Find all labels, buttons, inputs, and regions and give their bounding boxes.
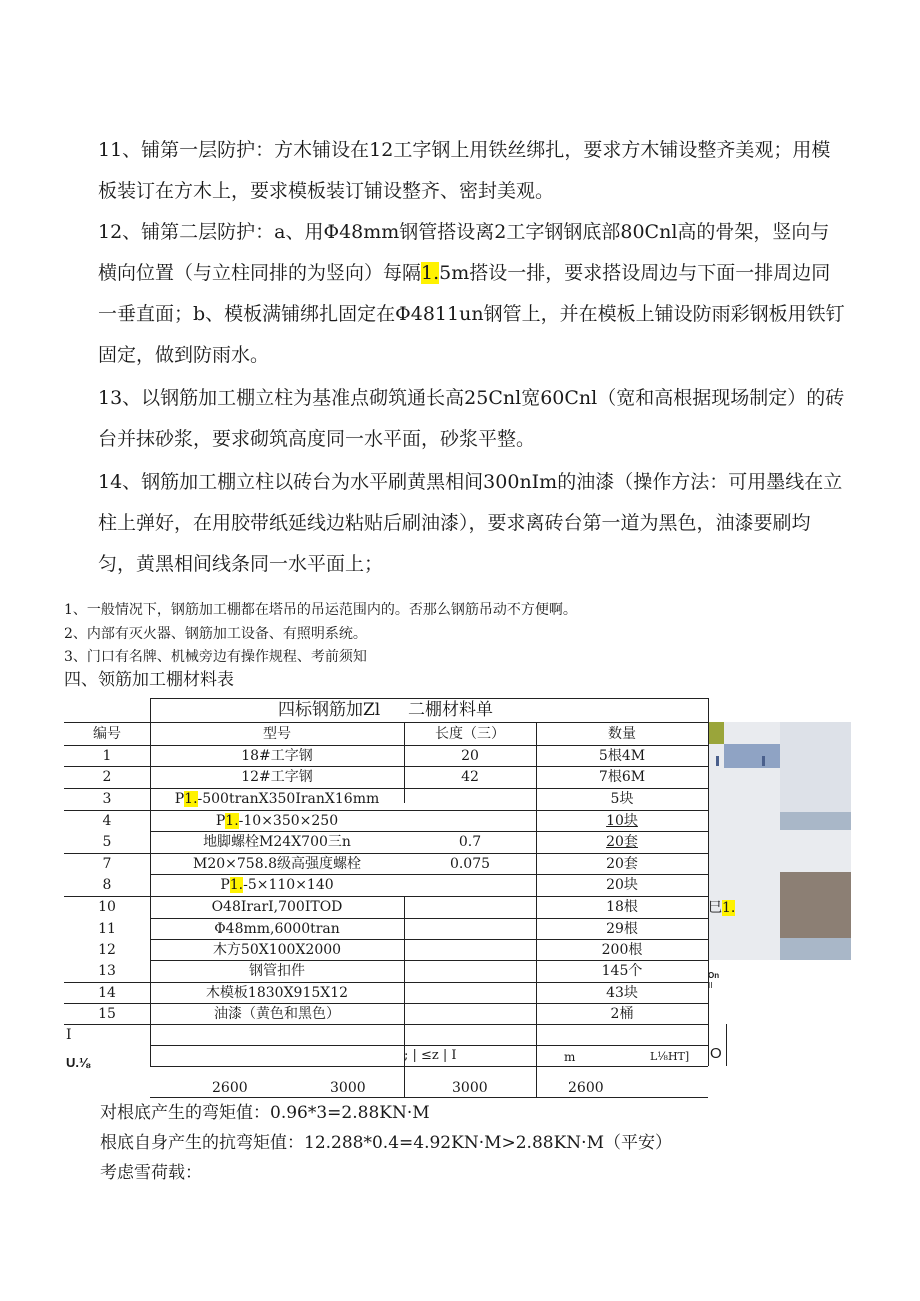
row-model: Φ48mm,6000tran [214,921,340,937]
dimension-label: 2600 [568,1080,604,1096]
blue-swatch [724,744,780,768]
table-col-line [404,896,405,1097]
highlight-mark: 1. [229,877,244,893]
row-quantity: 5块 [610,791,634,807]
note-3: 3、门口有名牌、机械旁边有操作规程、考前须知 [64,649,367,665]
paragraph-12-part-a: 12、铺第二层防护：a、用Φ48mm钢管搭设离2工字钢钢底部80Cnl高的骨架，竖向与横向位置（与立柱同排的为竖向）每隔 [98,221,830,284]
highlight-mark: 1. [184,791,198,807]
row-model [150,875,404,895]
table-top-border [150,698,708,699]
side-mark-ii: II [708,981,713,990]
row-model: O48IrarI,700ITOD [211,899,343,915]
row-quantity: 29根 [606,921,638,937]
row-quantity: 18根 [606,899,638,915]
row-number: 8 [102,877,112,893]
row-number: 14 [98,985,116,1001]
paragraph-12 [98,212,846,376]
row-quantity: 43块 [606,985,638,1001]
row-quantity: 200根 [601,942,643,958]
calc-line-1: 对根底产生的弯矩值：0.96*3=2.88KN·M [100,1103,430,1123]
lower-mid-text: ; | ≤z | I [404,1048,457,1063]
model-prefix: P [220,877,230,893]
header-number: 编号 [93,726,121,742]
row-model: 12#工字钢 [241,769,313,785]
row-model: 油漆（黄色和黑色） [214,1006,340,1022]
row-number: 3 [102,791,112,807]
row-number: 13 [98,963,116,979]
paragraph-11: 11、铺第一层防护：方木铺设在12工字钢上用铁丝绑扎，要求方木铺设整齐美观；用模板装订在方木上，要求模板装订铺设整齐、密封美观。 [98,139,831,202]
row-model: 钢管扣件 [249,963,305,979]
section-title: 四、领筋加工棚材料表 [64,670,234,690]
row-quantity: 7根6M [598,769,646,785]
light-swatch [780,722,851,812]
calc-line-2: 根底自身产生的抗弯矩值：12.288*0.4=4.92KN·M>2.88KN·M（平安） [100,1133,672,1153]
model-suffix: -10×350×250 [238,813,339,829]
row-model: 木方50X100X2000 [212,942,342,958]
lower-right-text: L⅛HT] [650,1050,690,1063]
tick-mark-left [716,756,719,766]
paragraph-14: 14、钢筋加工棚立柱以砖台为水平刷黄黑相间300nIm的油漆（操作方法：可用墨线在立柱上弹好，在用胶带纸延线边粘贴后刷油漆），要求离砖台第一道为黑色，油漆要刷均匀，黄黑相间线条同一水平面上； [98,471,843,575]
row-length: 0.7 [458,834,482,850]
circle-mark: O [710,1045,722,1062]
row-quantity: 145个 [601,963,643,979]
row-model [150,811,404,831]
side-mark-char: 巳 [708,900,722,916]
brown-swatch [780,872,851,938]
u-label: U.⅛ [66,1055,90,1070]
lower-m-text: m [564,1050,576,1064]
row-model [150,789,404,809]
row-model: 木模板1830X915X12 [205,985,349,1001]
header-length: 长度（三） [435,726,505,742]
note-1: 1、一般情况下，钢筋加工棚都在塔吊的吊运范围内的。否那么钢筋吊动不方便啊。 [64,602,577,618]
row-quantity: 5根4M [598,748,646,764]
side-mark-on: On [708,971,720,980]
row-quantity: 20套 [606,834,638,850]
table-header-top [64,722,708,723]
side-mark [708,898,735,918]
highlight-mark: 1. [722,900,736,916]
tick-mark-right [762,756,765,766]
row-quantity: 10块 [606,813,638,829]
row-quantity: 2桶 [610,1006,634,1022]
table-col-line [708,698,709,1066]
row-number: 10 [98,899,116,915]
table-caption-a: 四标钢筋加Zl [278,700,381,720]
row-quantity: 20套 [606,856,638,872]
calc-line-3: 考虑雪荷载： [100,1163,202,1183]
dimension-label: 2600 [212,1080,248,1096]
table-row-line [150,1066,708,1067]
row-length: 0.075 [449,856,491,872]
row-number: 5 [102,834,112,850]
row-number: 12 [98,942,116,958]
gray-blue-swatch-bottom [780,938,851,960]
row-number: 4 [102,813,112,829]
header-model: 型号 [263,726,291,742]
dimension-label: 3000 [452,1080,488,1096]
row-length: 42 [461,769,479,785]
paragraph-13: 13、以钢筋加工棚立柱为基准点砌筑通长高25Cnl宽60Cnl（宽和高根据现场制定）的砖台并抹砂浆，要求砌筑高度同一水平面，砂浆平整。 [98,387,845,450]
table-caption-b: 二棚材料单 [408,700,493,720]
green-swatch [708,722,724,744]
model-prefix: P [215,813,226,829]
highlight-mark: 1. [225,813,239,829]
paragraph-12-part-b: 5m搭设一排，要求搭设周边与下面一排周边同一垂直面；b、模板满铺绑扎固定在Φ4811un钢管上，并在模板上铺设防雨彩钢板用铁钉固定，做到防雨水。 [98,262,845,366]
row-number: 7 [102,856,112,872]
dimension-label: 3000 [330,1080,366,1096]
row-model: 18#工字钢 [241,748,313,764]
row-number: 1 [102,748,112,764]
gray-blue-swatch [780,812,851,830]
row-length: 20 [461,748,479,764]
header-quantity: 数量 [608,726,636,742]
row-quantity: 20块 [606,877,638,893]
note-2: 2、内部有灭火器、钢筋加工设备、有照明系统。 [64,626,367,642]
model-suffix: -5×110×140 [243,877,334,893]
model-prefix: P [174,791,185,807]
table-row-line [64,1024,708,1025]
model-suffix: -500tranX350IranX16mm [197,791,380,807]
table-col-line [726,1024,727,1066]
row-model: 地脚螺栓M24X700三n [203,834,351,850]
highlight-mark: 1. [421,262,440,284]
extra-row-label: I [66,1027,72,1043]
row-number: 11 [98,921,116,937]
row-number: 15 [98,1006,116,1022]
row-model: M20×758.8级高强度螺栓 [193,856,361,872]
row-number: 2 [102,769,112,785]
